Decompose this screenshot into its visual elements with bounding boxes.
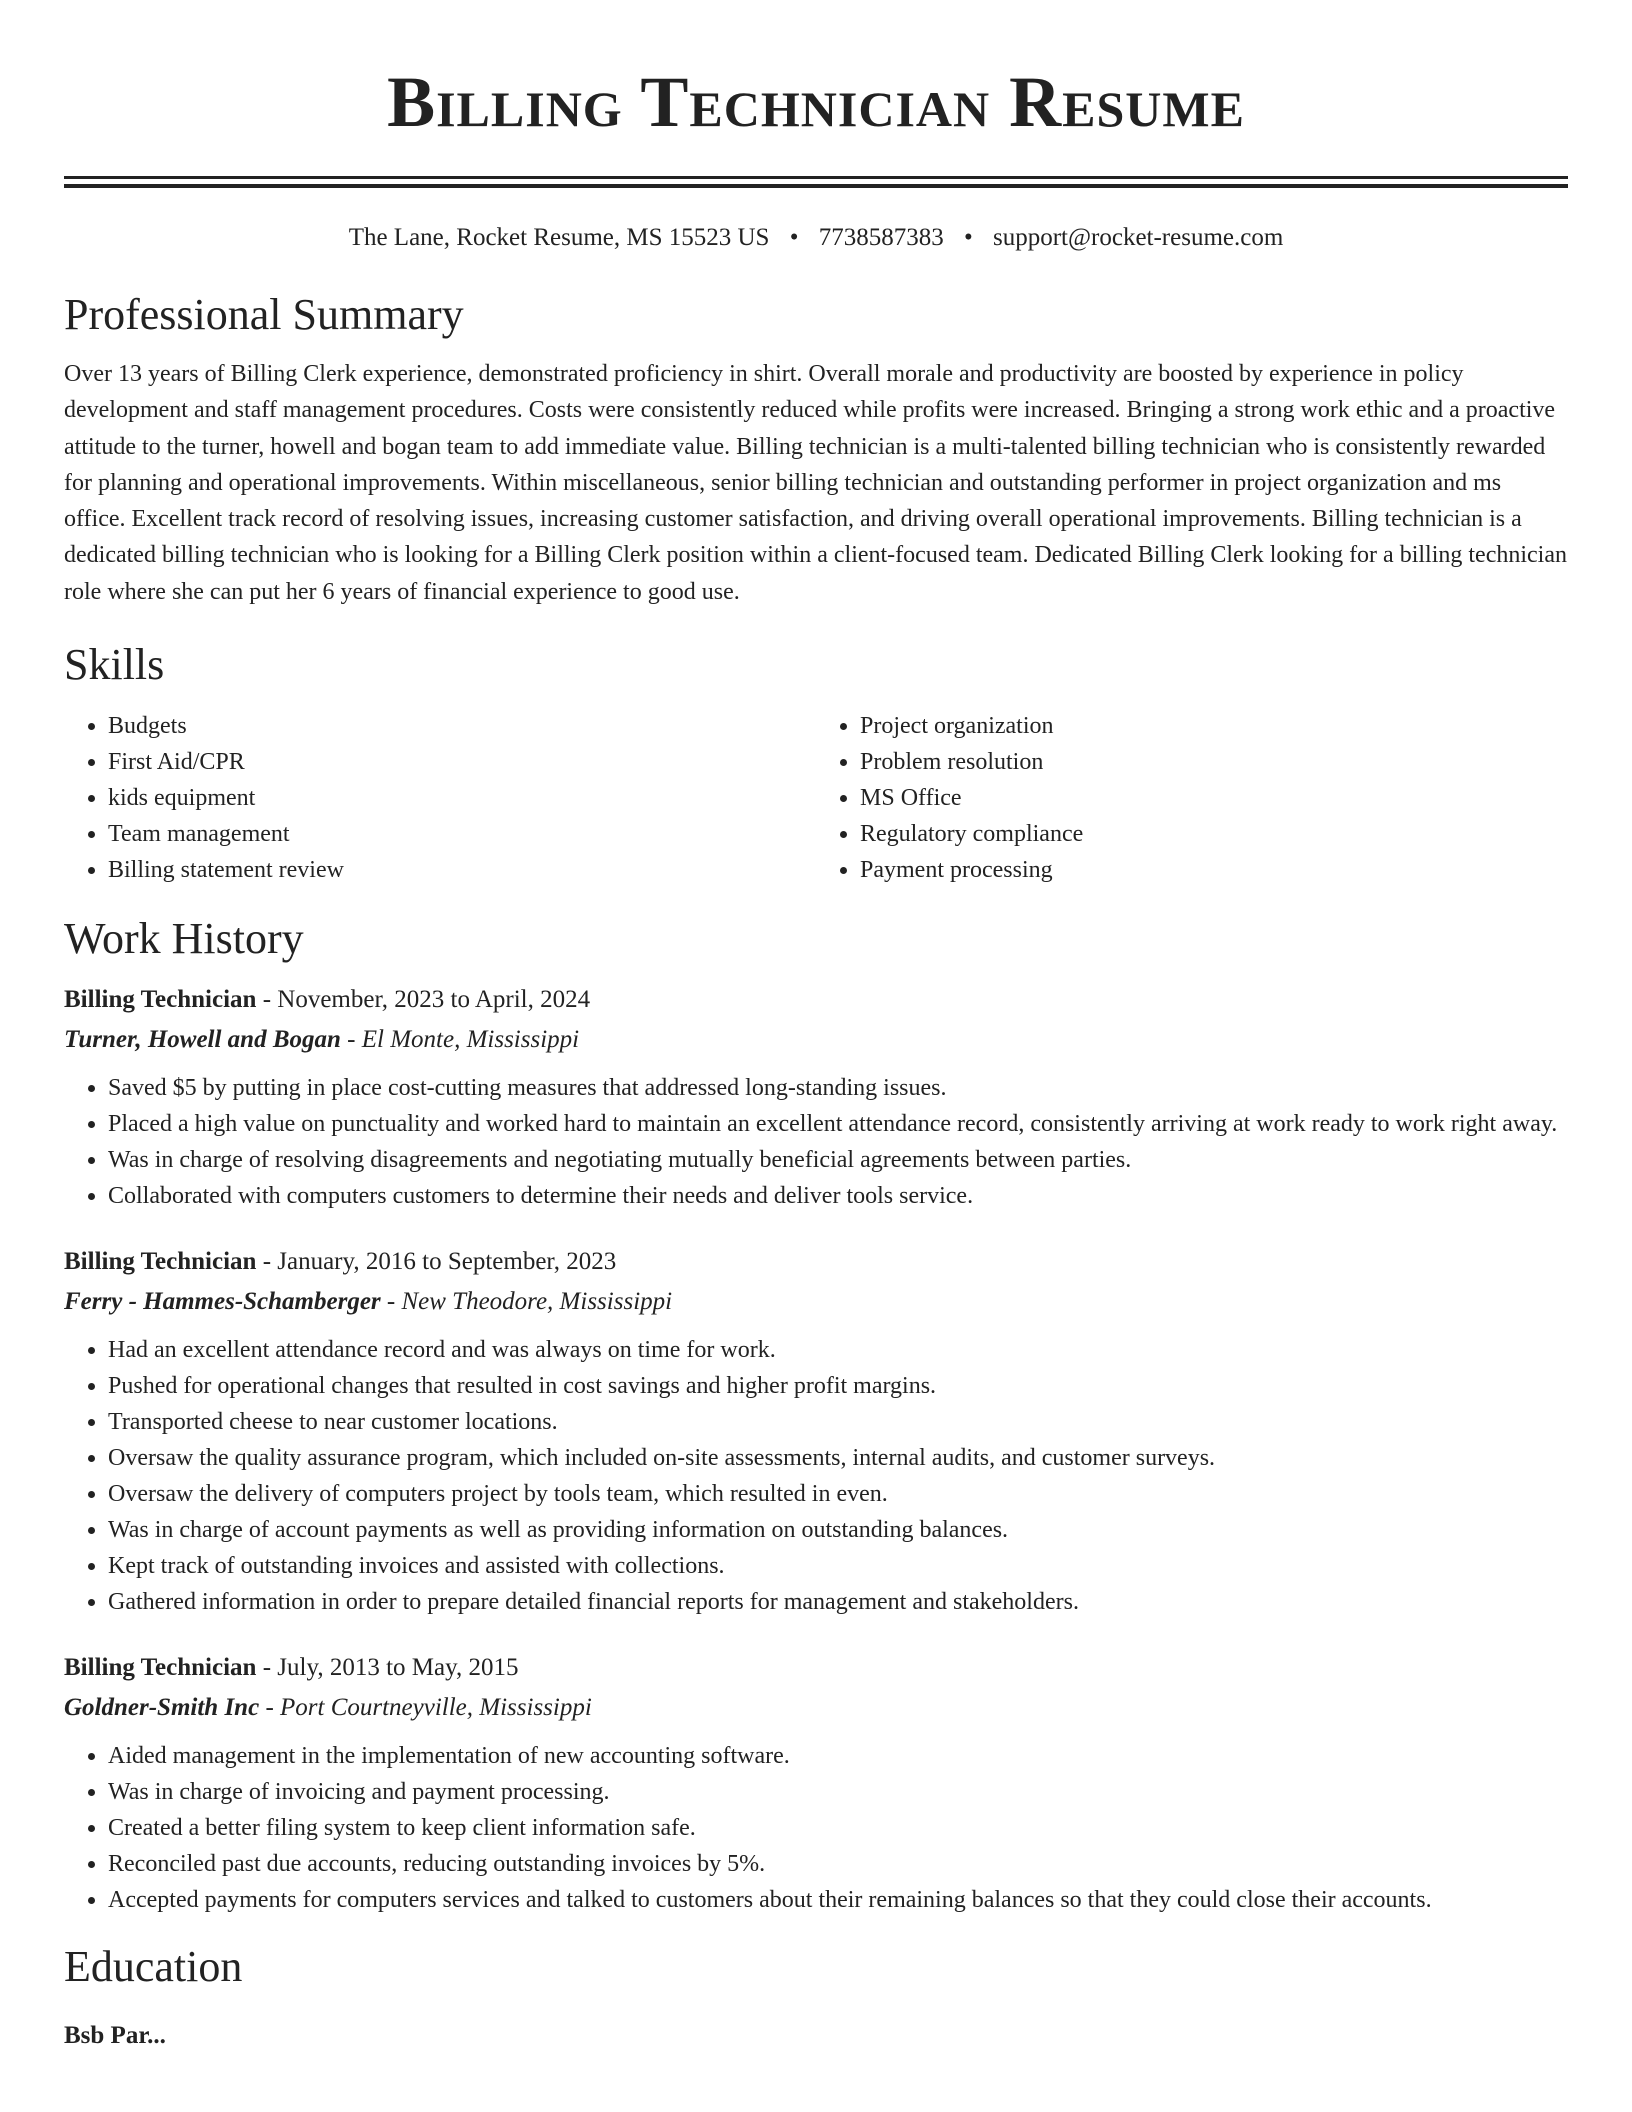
contact-separator: • — [963, 224, 973, 251]
skill-item: • Project organization — [860, 708, 1568, 744]
skills-list-right — [816, 708, 1568, 888]
job-bullet: • Collaborated with computers customers to determine their needs and deliver tools service. — [108, 1178, 1568, 1214]
job-company-line — [64, 1020, 1568, 1060]
page-title: Billing Technician Resume — [387, 62, 1245, 142]
job-bullets — [64, 1332, 1568, 1620]
job-bullets — [64, 1070, 1568, 1214]
education-entry — [64, 2016, 1568, 2056]
skill-item: • Billing statement review — [108, 852, 816, 888]
skills-columns — [64, 708, 1568, 888]
job-company-line — [64, 1282, 1568, 1322]
job-company: Turner, Howell and Bogan — [64, 1026, 341, 1054]
skill-item: • Regulatory compliance — [860, 816, 1568, 852]
job-bullet: • Pushed for operational changes that resulted in cost savings and higher profit margins. — [108, 1368, 1568, 1404]
job-bullet: • Transported cheese to near customer locations. — [108, 1404, 1568, 1440]
summary-section — [64, 288, 1568, 610]
education-section — [64, 1940, 1568, 2056]
job-bullet: • Had an excellent attendance record and was always on time for work. — [108, 1332, 1568, 1368]
education-degree: Bsb Par... — [64, 2022, 166, 2050]
job-title: Billing Technician — [64, 1248, 257, 1276]
job-company: Ferry - Hammes-Schamberger — [64, 1288, 381, 1316]
contact-address: The Lane, Rocket Resume, MS 15523 US — [348, 224, 770, 251]
skill-item: • First Aid/CPR — [108, 744, 816, 780]
skill-item: • MS Office — [860, 780, 1568, 816]
contact-email: support@rocket-resume.com — [993, 224, 1284, 251]
summary-text: Over 13 years of Billing Clerk experience, demonstrated proficiency in shirt. Overall morale and productivity are boosted by experience in policy development and staff management procedures. Costs were consistently reduced while profits were increased. Bringing a strong work ethic and a proactive attitude to the turner, howell and bogan team to add immediate value. Billing technician is a multi-talented billing technician who is consistently rewarded for planning and operational improvements. Within miscellaneous, senior billing technician and outstanding performer in project organization and ms office. Excellent track record of resolving issues, increasing customer satisfaction, and driving overall operational improvements. Billing technician is a dedicated billing technician who is looking for a Billing Clerk position within a client-focused team. Dedicated Billing Clerk looking for a billing technician role where she can put her 6 years of financial experience to good use. — [64, 361, 1567, 605]
job-header — [64, 1648, 1568, 1688]
job-bullet: • Saved $5 by putting in place cost-cutting measures that addressed long-standing issues. — [108, 1070, 1568, 1106]
job-location: - New Theodore, Mississippi — [380, 1288, 673, 1316]
job-bullet: • Was in charge of account payments as well as providing information on outstanding balances. — [108, 1512, 1568, 1548]
job-bullets — [64, 1738, 1568, 1918]
job-bullet: • Reconciled past due accounts, reducing outstanding invoices by 5%. — [108, 1846, 1568, 1882]
contact-line — [64, 222, 1568, 254]
job-entry — [64, 1648, 1568, 1918]
work-history-heading: Work History — [64, 914, 304, 964]
job-title: Billing Technician — [64, 1654, 257, 1682]
skill-item: • Team management — [108, 816, 816, 852]
title-divider-bottom — [64, 184, 1568, 188]
skill-item: • Budgets — [108, 708, 816, 744]
job-bullet: • Placed a high value on punctuality and worked hard to maintain an excellent attendance record, consistently arriving at work ready to work right away. — [108, 1106, 1568, 1142]
title-divider-top — [64, 176, 1568, 179]
skills-list-left — [64, 708, 816, 888]
job-bullet: • Kept track of outstanding invoices and assisted with collections. — [108, 1548, 1568, 1584]
job-header — [64, 980, 1568, 1020]
job-bullet: • Was in charge of invoicing and payment processing. — [108, 1774, 1568, 1810]
job-entry — [64, 980, 1568, 1214]
job-bullet: • Oversaw the delivery of computers project by tools team, which resulted in even. — [108, 1476, 1568, 1512]
work-history-section — [64, 912, 1568, 1918]
job-company: Goldner-Smith Inc — [64, 1694, 260, 1722]
job-bullet: • Was in charge of resolving disagreements and negotiating mutually beneficial agreements between parties. — [108, 1142, 1568, 1178]
contact-phone: 7738587383 — [818, 224, 944, 251]
skills-heading: Skills — [64, 640, 165, 690]
education-heading: Education — [64, 1942, 243, 1992]
summary-heading: Professional Summary — [64, 290, 464, 339]
skill-item: • kids equipment — [108, 780, 816, 816]
job-bullet: • Gathered information in order to prepare detailed financial reports for management and stakeholders. — [108, 1584, 1568, 1620]
job-bullet: • Oversaw the quality assurance program, which included on-site assessments, internal audits, and customer surveys. — [108, 1440, 1568, 1476]
job-dates: - January, 2016 to September, 2023 — [256, 1248, 617, 1276]
contact-separator: • — [789, 224, 799, 251]
job-location: - Port Courtneyville, Mississippi — [259, 1694, 592, 1722]
skill-item: • Payment processing — [860, 852, 1568, 888]
job-dates: - November, 2023 to April, 2024 — [256, 986, 591, 1014]
job-bullet: • Aided management in the implementation of new accounting software. — [108, 1738, 1568, 1774]
job-location: - El Monte, Mississippi — [340, 1026, 580, 1054]
job-title: Billing Technician — [64, 986, 257, 1014]
job-company-line — [64, 1688, 1568, 1728]
job-bullet: • Accepted payments for computers services and talked to customers about their remaining balances so that they could close their accounts. — [108, 1882, 1568, 1918]
skill-item: • Problem resolution — [860, 744, 1568, 780]
job-header — [64, 1242, 1568, 1282]
job-bullet: • Created a better filing system to keep client information safe. — [108, 1810, 1568, 1846]
job-dates: - July, 2013 to May, 2015 — [256, 1654, 519, 1682]
job-entry — [64, 1242, 1568, 1620]
skills-section — [64, 638, 1568, 888]
